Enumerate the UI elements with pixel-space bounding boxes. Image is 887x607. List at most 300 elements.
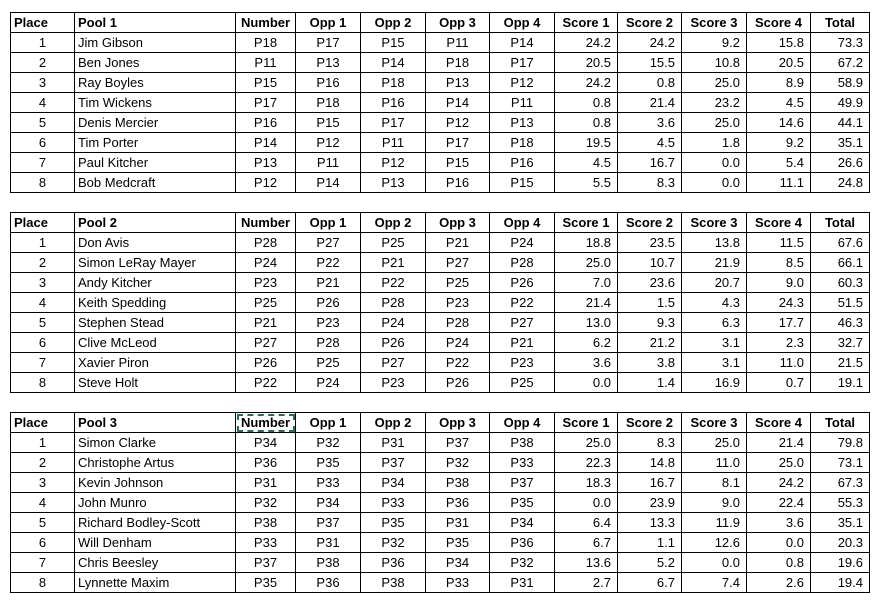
cell-number[interactable]: P32 (236, 493, 296, 513)
header-cell-number[interactable]: Number (236, 13, 296, 33)
cell-score2[interactable]: 13.3 (618, 513, 682, 533)
cell-score2[interactable]: 23.9 (618, 493, 682, 513)
cell-place[interactable]: 1 (11, 433, 75, 453)
cell-opp4[interactable]: P24 (490, 233, 555, 253)
cell-opp2[interactable]: P24 (361, 313, 426, 333)
header-cell-opp1[interactable]: Opp 1 (296, 413, 361, 433)
cell-opp1[interactable]: P35 (296, 453, 361, 473)
cell-place[interactable]: 6 (11, 533, 75, 553)
cell-place[interactable]: 5 (11, 513, 75, 533)
cell-opp2[interactable]: P22 (361, 273, 426, 293)
header-cell-opp1[interactable]: Opp 1 (296, 13, 361, 33)
header-cell-opp2[interactable]: Opp 2 (361, 13, 426, 33)
cell-place[interactable]: 7 (11, 153, 75, 173)
cell-total[interactable]: 49.9 (811, 93, 870, 113)
cell-opp4[interactable]: P14 (490, 33, 555, 53)
cell-total[interactable]: 35.1 (811, 513, 870, 533)
cell-opp3[interactable]: P12 (426, 113, 490, 133)
cell-opp1[interactable]: P22 (296, 253, 361, 273)
cell-opp2[interactable]: P17 (361, 113, 426, 133)
cell-score1[interactable]: 0.8 (555, 93, 618, 113)
cell-place[interactable]: 4 (11, 293, 75, 313)
cell-number[interactable]: P18 (236, 33, 296, 53)
cell-opp3[interactable]: P34 (426, 553, 490, 573)
cell-score4[interactable]: 21.4 (747, 433, 811, 453)
cell-score3[interactable]: 0.0 (682, 553, 747, 573)
cell-number[interactable]: P35 (236, 573, 296, 593)
cell-place[interactable]: 7 (11, 353, 75, 373)
header-cell-place[interactable]: Place (11, 13, 75, 33)
cell-score2[interactable]: 8.3 (618, 433, 682, 453)
cell-opp2[interactable]: P13 (361, 173, 426, 193)
cell-opp1[interactable]: P32 (296, 433, 361, 453)
header-cell-place[interactable]: Place (11, 213, 75, 233)
cell-score3[interactable]: 25.0 (682, 113, 747, 133)
cell-place[interactable]: 3 (11, 473, 75, 493)
header-cell-opp2[interactable]: Opp 2 (361, 213, 426, 233)
cell-opp4[interactable]: P13 (490, 113, 555, 133)
cell-name[interactable]: Stephen Stead (75, 313, 236, 333)
cell-score3[interactable]: 10.8 (682, 53, 747, 73)
header-cell-score3[interactable]: Score 3 (682, 213, 747, 233)
cell-opp2[interactable]: P27 (361, 353, 426, 373)
cell-score2[interactable]: 21.4 (618, 93, 682, 113)
cell-score2[interactable]: 23.5 (618, 233, 682, 253)
cell-opp3[interactable]: P37 (426, 433, 490, 453)
cell-total[interactable]: 19.4 (811, 573, 870, 593)
cell-opp1[interactable]: P17 (296, 33, 361, 53)
cell-name[interactable]: Bob Medcraft (75, 173, 236, 193)
cell-opp2[interactable]: P21 (361, 253, 426, 273)
cell-score2[interactable]: 14.8 (618, 453, 682, 473)
cell-opp1[interactable]: P13 (296, 53, 361, 73)
cell-score3[interactable]: 25.0 (682, 433, 747, 453)
cell-opp2[interactable]: P14 (361, 53, 426, 73)
cell-total[interactable]: 32.7 (811, 333, 870, 353)
cell-score2[interactable]: 1.1 (618, 533, 682, 553)
cell-total[interactable]: 35.1 (811, 133, 870, 153)
cell-score1[interactable]: 7.0 (555, 273, 618, 293)
cell-opp2[interactable]: P26 (361, 333, 426, 353)
cell-name[interactable]: Ben Jones (75, 53, 236, 73)
cell-opp2[interactable]: P11 (361, 133, 426, 153)
cell-name[interactable]: Chris Beesley (75, 553, 236, 573)
cell-score4[interactable]: 24.3 (747, 293, 811, 313)
cell-number[interactable]: P14 (236, 133, 296, 153)
cell-opp3[interactable]: P25 (426, 273, 490, 293)
cell-opp3[interactable]: P17 (426, 133, 490, 153)
cell-total[interactable]: 58.9 (811, 73, 870, 93)
header-cell-score2[interactable]: Score 2 (618, 13, 682, 33)
header-cell-score4[interactable]: Score 4 (747, 213, 811, 233)
cell-number[interactable]: P13 (236, 153, 296, 173)
cell-total[interactable]: 44.1 (811, 113, 870, 133)
cell-opp1[interactable]: P23 (296, 313, 361, 333)
cell-opp4[interactable]: P12 (490, 73, 555, 93)
cell-place[interactable]: 4 (11, 493, 75, 513)
cell-number[interactable]: P31 (236, 473, 296, 493)
cell-number[interactable]: P28 (236, 233, 296, 253)
cell-number[interactable]: P16 (236, 113, 296, 133)
cell-opp3[interactable]: P26 (426, 373, 490, 393)
cell-score1[interactable]: 0.0 (555, 373, 618, 393)
cell-opp3[interactable]: P22 (426, 353, 490, 373)
cell-opp3[interactable]: P21 (426, 233, 490, 253)
cell-total[interactable]: 55.3 (811, 493, 870, 513)
cell-score4[interactable]: 0.7 (747, 373, 811, 393)
header-cell-number[interactable]: Number (236, 213, 296, 233)
cell-score4[interactable]: 2.3 (747, 333, 811, 353)
cell-name[interactable]: Simon Clarke (75, 433, 236, 453)
header-cell-score2[interactable]: Score 2 (618, 413, 682, 433)
cell-score2[interactable]: 23.6 (618, 273, 682, 293)
header-cell-score4[interactable]: Score 4 (747, 413, 811, 433)
cell-total[interactable]: 21.5 (811, 353, 870, 373)
cell-number[interactable]: P22 (236, 373, 296, 393)
cell-opp1[interactable]: P24 (296, 373, 361, 393)
cell-opp3[interactable]: P11 (426, 33, 490, 53)
cell-score2[interactable]: 10.7 (618, 253, 682, 273)
cell-score3[interactable]: 0.0 (682, 173, 747, 193)
cell-opp4[interactable]: P28 (490, 253, 555, 273)
cell-opp4[interactable]: P11 (490, 93, 555, 113)
header-cell-name[interactable]: Pool 3 (75, 413, 236, 433)
header-cell-score2[interactable]: Score 2 (618, 213, 682, 233)
cell-opp4[interactable]: P37 (490, 473, 555, 493)
cell-number[interactable]: P34 (236, 433, 296, 453)
cell-total[interactable]: 73.1 (811, 453, 870, 473)
cell-number[interactable]: P33 (236, 533, 296, 553)
cell-total[interactable]: 66.1 (811, 253, 870, 273)
cell-opp1[interactable]: P15 (296, 113, 361, 133)
cell-score1[interactable]: 5.5 (555, 173, 618, 193)
cell-score3[interactable]: 3.1 (682, 353, 747, 373)
cell-opp1[interactable]: P25 (296, 353, 361, 373)
cell-score2[interactable]: 1.4 (618, 373, 682, 393)
cell-opp1[interactable]: P16 (296, 73, 361, 93)
cell-place[interactable]: 8 (11, 573, 75, 593)
cell-score3[interactable]: 7.4 (682, 573, 747, 593)
cell-opp4[interactable]: P16 (490, 153, 555, 173)
cell-score1[interactable]: 0.0 (555, 493, 618, 513)
cell-score1[interactable]: 19.5 (555, 133, 618, 153)
cell-score1[interactable]: 6.7 (555, 533, 618, 553)
cell-opp3[interactable]: P33 (426, 573, 490, 593)
cell-opp2[interactable]: P16 (361, 93, 426, 113)
cell-total[interactable]: 51.5 (811, 293, 870, 313)
cell-opp1[interactable]: P12 (296, 133, 361, 153)
cell-name[interactable]: Kevin Johnson (75, 473, 236, 493)
header-cell-opp1[interactable]: Opp 1 (296, 213, 361, 233)
cell-score3[interactable]: 11.9 (682, 513, 747, 533)
cell-score2[interactable]: 24.2 (618, 33, 682, 53)
cell-score1[interactable]: 4.5 (555, 153, 618, 173)
cell-opp2[interactable]: P25 (361, 233, 426, 253)
cell-score2[interactable]: 16.7 (618, 473, 682, 493)
cell-name[interactable]: Xavier Piron (75, 353, 236, 373)
cell-opp3[interactable]: P16 (426, 173, 490, 193)
cell-score1[interactable]: 18.3 (555, 473, 618, 493)
cell-score4[interactable]: 0.8 (747, 553, 811, 573)
header-cell-total[interactable]: Total (811, 413, 870, 433)
cell-score1[interactable]: 6.2 (555, 333, 618, 353)
header-cell-name[interactable]: Pool 1 (75, 13, 236, 33)
cell-opp4[interactable]: P35 (490, 493, 555, 513)
cell-score3[interactable]: 9.0 (682, 493, 747, 513)
cell-opp4[interactable]: P27 (490, 313, 555, 333)
cell-score3[interactable]: 11.0 (682, 453, 747, 473)
cell-score1[interactable]: 20.5 (555, 53, 618, 73)
cell-opp4[interactable]: P38 (490, 433, 555, 453)
cell-opp3[interactable]: P27 (426, 253, 490, 273)
cell-score4[interactable]: 3.6 (747, 513, 811, 533)
cell-total[interactable]: 67.2 (811, 53, 870, 73)
cell-opp3[interactable]: P31 (426, 513, 490, 533)
cell-total[interactable]: 24.8 (811, 173, 870, 193)
cell-score4[interactable]: 8.5 (747, 253, 811, 273)
cell-opp1[interactable]: P27 (296, 233, 361, 253)
cell-score3[interactable]: 3.1 (682, 333, 747, 353)
cell-opp3[interactable]: P15 (426, 153, 490, 173)
cell-score3[interactable]: 4.3 (682, 293, 747, 313)
cell-opp4[interactable]: P18 (490, 133, 555, 153)
header-cell-score4[interactable]: Score 4 (747, 13, 811, 33)
header-cell-opp4[interactable]: Opp 4 (490, 413, 555, 433)
cell-number[interactable]: P25 (236, 293, 296, 313)
cell-opp1[interactable]: P11 (296, 153, 361, 173)
cell-number[interactable]: P24 (236, 253, 296, 273)
header-cell-score3[interactable]: Score 3 (682, 413, 747, 433)
cell-score3[interactable]: 21.9 (682, 253, 747, 273)
cell-place[interactable]: 1 (11, 33, 75, 53)
cell-place[interactable]: 6 (11, 133, 75, 153)
cell-opp3[interactable]: P24 (426, 333, 490, 353)
cell-name[interactable]: Paul Kitcher (75, 153, 236, 173)
cell-opp1[interactable]: P14 (296, 173, 361, 193)
cell-score4[interactable]: 11.5 (747, 233, 811, 253)
cell-opp3[interactable]: P23 (426, 293, 490, 313)
cell-opp3[interactable]: P18 (426, 53, 490, 73)
cell-score3[interactable]: 0.0 (682, 153, 747, 173)
cell-opp3[interactable]: P13 (426, 73, 490, 93)
cell-name[interactable]: Steve Holt (75, 373, 236, 393)
cell-score4[interactable]: 8.9 (747, 73, 811, 93)
cell-score3[interactable]: 13.8 (682, 233, 747, 253)
cell-opp1[interactable]: P34 (296, 493, 361, 513)
cell-total[interactable]: 79.8 (811, 433, 870, 453)
header-cell-place[interactable]: Place (11, 413, 75, 433)
cell-score1[interactable]: 22.3 (555, 453, 618, 473)
cell-total[interactable]: 67.6 (811, 233, 870, 253)
cell-opp4[interactable]: P26 (490, 273, 555, 293)
cell-score1[interactable]: 24.2 (555, 33, 618, 53)
cell-name[interactable]: Andy Kitcher (75, 273, 236, 293)
cell-name[interactable]: Tim Porter (75, 133, 236, 153)
cell-opp1[interactable]: P21 (296, 273, 361, 293)
cell-number[interactable]: P21 (236, 313, 296, 333)
cell-score2[interactable]: 6.7 (618, 573, 682, 593)
cell-score2[interactable]: 3.8 (618, 353, 682, 373)
cell-opp3[interactable]: P35 (426, 533, 490, 553)
cell-number[interactable]: P23 (236, 273, 296, 293)
cell-opp2[interactable]: P31 (361, 433, 426, 453)
cell-score4[interactable]: 17.7 (747, 313, 811, 333)
cell-score3[interactable]: 8.1 (682, 473, 747, 493)
cell-opp1[interactable]: P38 (296, 553, 361, 573)
cell-score3[interactable]: 23.2 (682, 93, 747, 113)
header-cell-opp3[interactable]: Opp 3 (426, 213, 490, 233)
cell-score2[interactable]: 15.5 (618, 53, 682, 73)
cell-score3[interactable]: 6.3 (682, 313, 747, 333)
cell-score4[interactable]: 11.0 (747, 353, 811, 373)
cell-score1[interactable]: 0.8 (555, 113, 618, 133)
cell-total[interactable]: 26.6 (811, 153, 870, 173)
cell-opp2[interactable]: P23 (361, 373, 426, 393)
cell-opp2[interactable]: P35 (361, 513, 426, 533)
cell-name[interactable]: Will Denham (75, 533, 236, 553)
cell-name[interactable]: Richard Bodley-Scott (75, 513, 236, 533)
cell-opp4[interactable]: P34 (490, 513, 555, 533)
cell-name[interactable]: Denis Mercier (75, 113, 236, 133)
cell-name[interactable]: Ray Boyles (75, 73, 236, 93)
cell-opp2[interactable]: P37 (361, 453, 426, 473)
cell-score1[interactable]: 2.7 (555, 573, 618, 593)
header-cell-total[interactable]: Total (811, 13, 870, 33)
cell-score2[interactable]: 0.8 (618, 73, 682, 93)
cell-opp2[interactable]: P12 (361, 153, 426, 173)
cell-name[interactable]: Don Avis (75, 233, 236, 253)
cell-score3[interactable]: 25.0 (682, 73, 747, 93)
header-cell-score1[interactable]: Score 1 (555, 13, 618, 33)
cell-score2[interactable]: 16.7 (618, 153, 682, 173)
cell-score2[interactable]: 1.5 (618, 293, 682, 313)
cell-score2[interactable]: 3.6 (618, 113, 682, 133)
cell-score3[interactable]: 16.9 (682, 373, 747, 393)
cell-score1[interactable]: 3.6 (555, 353, 618, 373)
cell-opp3[interactable]: P14 (426, 93, 490, 113)
cell-number[interactable]: P12 (236, 173, 296, 193)
header-cell-score1[interactable]: Score 1 (555, 413, 618, 433)
header-cell-opp4[interactable]: Opp 4 (490, 213, 555, 233)
cell-opp1[interactable]: P33 (296, 473, 361, 493)
cell-score4[interactable]: 11.1 (747, 173, 811, 193)
cell-place[interactable]: 5 (11, 313, 75, 333)
cell-opp2[interactable]: P32 (361, 533, 426, 553)
cell-total[interactable]: 60.3 (811, 273, 870, 293)
cell-total[interactable]: 20.3 (811, 533, 870, 553)
cell-place[interactable]: 5 (11, 113, 75, 133)
cell-number[interactable]: P11 (236, 53, 296, 73)
cell-opp4[interactable]: P31 (490, 573, 555, 593)
cell-score1[interactable]: 25.0 (555, 433, 618, 453)
cell-place[interactable]: 2 (11, 253, 75, 273)
header-cell-score3[interactable]: Score 3 (682, 13, 747, 33)
cell-place[interactable]: 1 (11, 233, 75, 253)
cell-score4[interactable]: 2.6 (747, 573, 811, 593)
cell-number[interactable]: P27 (236, 333, 296, 353)
cell-name[interactable]: Jim Gibson (75, 33, 236, 53)
header-cell-opp3[interactable]: Opp 3 (426, 413, 490, 433)
cell-opp1[interactable]: P31 (296, 533, 361, 553)
cell-score1[interactable]: 21.4 (555, 293, 618, 313)
cell-score4[interactable]: 5.4 (747, 153, 811, 173)
cell-score1[interactable]: 6.4 (555, 513, 618, 533)
cell-opp2[interactable]: P28 (361, 293, 426, 313)
cell-total[interactable]: 19.1 (811, 373, 870, 393)
cell-place[interactable]: 8 (11, 173, 75, 193)
cell-score2[interactable]: 9.3 (618, 313, 682, 333)
cell-opp2[interactable]: P18 (361, 73, 426, 93)
cell-name[interactable]: Simon LeRay Mayer (75, 253, 236, 273)
cell-place[interactable]: 8 (11, 373, 75, 393)
cell-opp2[interactable]: P34 (361, 473, 426, 493)
cell-number[interactable]: P36 (236, 453, 296, 473)
cell-name[interactable]: Lynnette Maxim (75, 573, 236, 593)
cell-opp4[interactable]: P15 (490, 173, 555, 193)
header-cell-score1[interactable]: Score 1 (555, 213, 618, 233)
cell-score2[interactable]: 4.5 (618, 133, 682, 153)
header-cell-total[interactable]: Total (811, 213, 870, 233)
cell-opp3[interactable]: P38 (426, 473, 490, 493)
cell-number[interactable]: P26 (236, 353, 296, 373)
cell-score4[interactable]: 20.5 (747, 53, 811, 73)
cell-opp2[interactable]: P36 (361, 553, 426, 573)
cell-score4[interactable]: 22.4 (747, 493, 811, 513)
cell-name[interactable]: John Munro (75, 493, 236, 513)
cell-opp4[interactable]: P25 (490, 373, 555, 393)
cell-number[interactable]: P17 (236, 93, 296, 113)
cell-score4[interactable]: 0.0 (747, 533, 811, 553)
cell-place[interactable]: 3 (11, 273, 75, 293)
cell-opp4[interactable]: P33 (490, 453, 555, 473)
cell-opp1[interactable]: P18 (296, 93, 361, 113)
cell-number[interactable]: P15 (236, 73, 296, 93)
header-cell-opp2[interactable]: Opp 2 (361, 413, 426, 433)
cell-name[interactable]: Keith Spedding (75, 293, 236, 313)
header-cell-name[interactable]: Pool 2 (75, 213, 236, 233)
cell-place[interactable]: 6 (11, 333, 75, 353)
cell-score2[interactable]: 21.2 (618, 333, 682, 353)
cell-score2[interactable]: 5.2 (618, 553, 682, 573)
header-cell-opp3[interactable]: Opp 3 (426, 13, 490, 33)
cell-score1[interactable]: 13.0 (555, 313, 618, 333)
cell-opp2[interactable]: P15 (361, 33, 426, 53)
cell-opp1[interactable]: P26 (296, 293, 361, 313)
cell-opp4[interactable]: P17 (490, 53, 555, 73)
cell-score4[interactable]: 24.2 (747, 473, 811, 493)
cell-opp4[interactable]: P36 (490, 533, 555, 553)
cell-total[interactable]: 46.3 (811, 313, 870, 333)
cell-place[interactable]: 7 (11, 553, 75, 573)
cell-score4[interactable]: 9.2 (747, 133, 811, 153)
cell-score1[interactable]: 13.6 (555, 553, 618, 573)
cell-opp1[interactable]: P37 (296, 513, 361, 533)
cell-name[interactable]: Clive McLeod (75, 333, 236, 353)
cell-opp3[interactable]: P28 (426, 313, 490, 333)
cell-opp1[interactable]: P28 (296, 333, 361, 353)
cell-number[interactable]: P37 (236, 553, 296, 573)
cell-name[interactable]: Christophe Artus (75, 453, 236, 473)
cell-opp4[interactable]: P22 (490, 293, 555, 313)
cell-opp3[interactable]: P36 (426, 493, 490, 513)
cell-place[interactable]: 3 (11, 73, 75, 93)
cell-score1[interactable]: 25.0 (555, 253, 618, 273)
cell-opp2[interactable]: P38 (361, 573, 426, 593)
cell-score1[interactable]: 18.8 (555, 233, 618, 253)
cell-score3[interactable]: 9.2 (682, 33, 747, 53)
cell-score3[interactable]: 1.8 (682, 133, 747, 153)
cell-score4[interactable]: 15.8 (747, 33, 811, 53)
